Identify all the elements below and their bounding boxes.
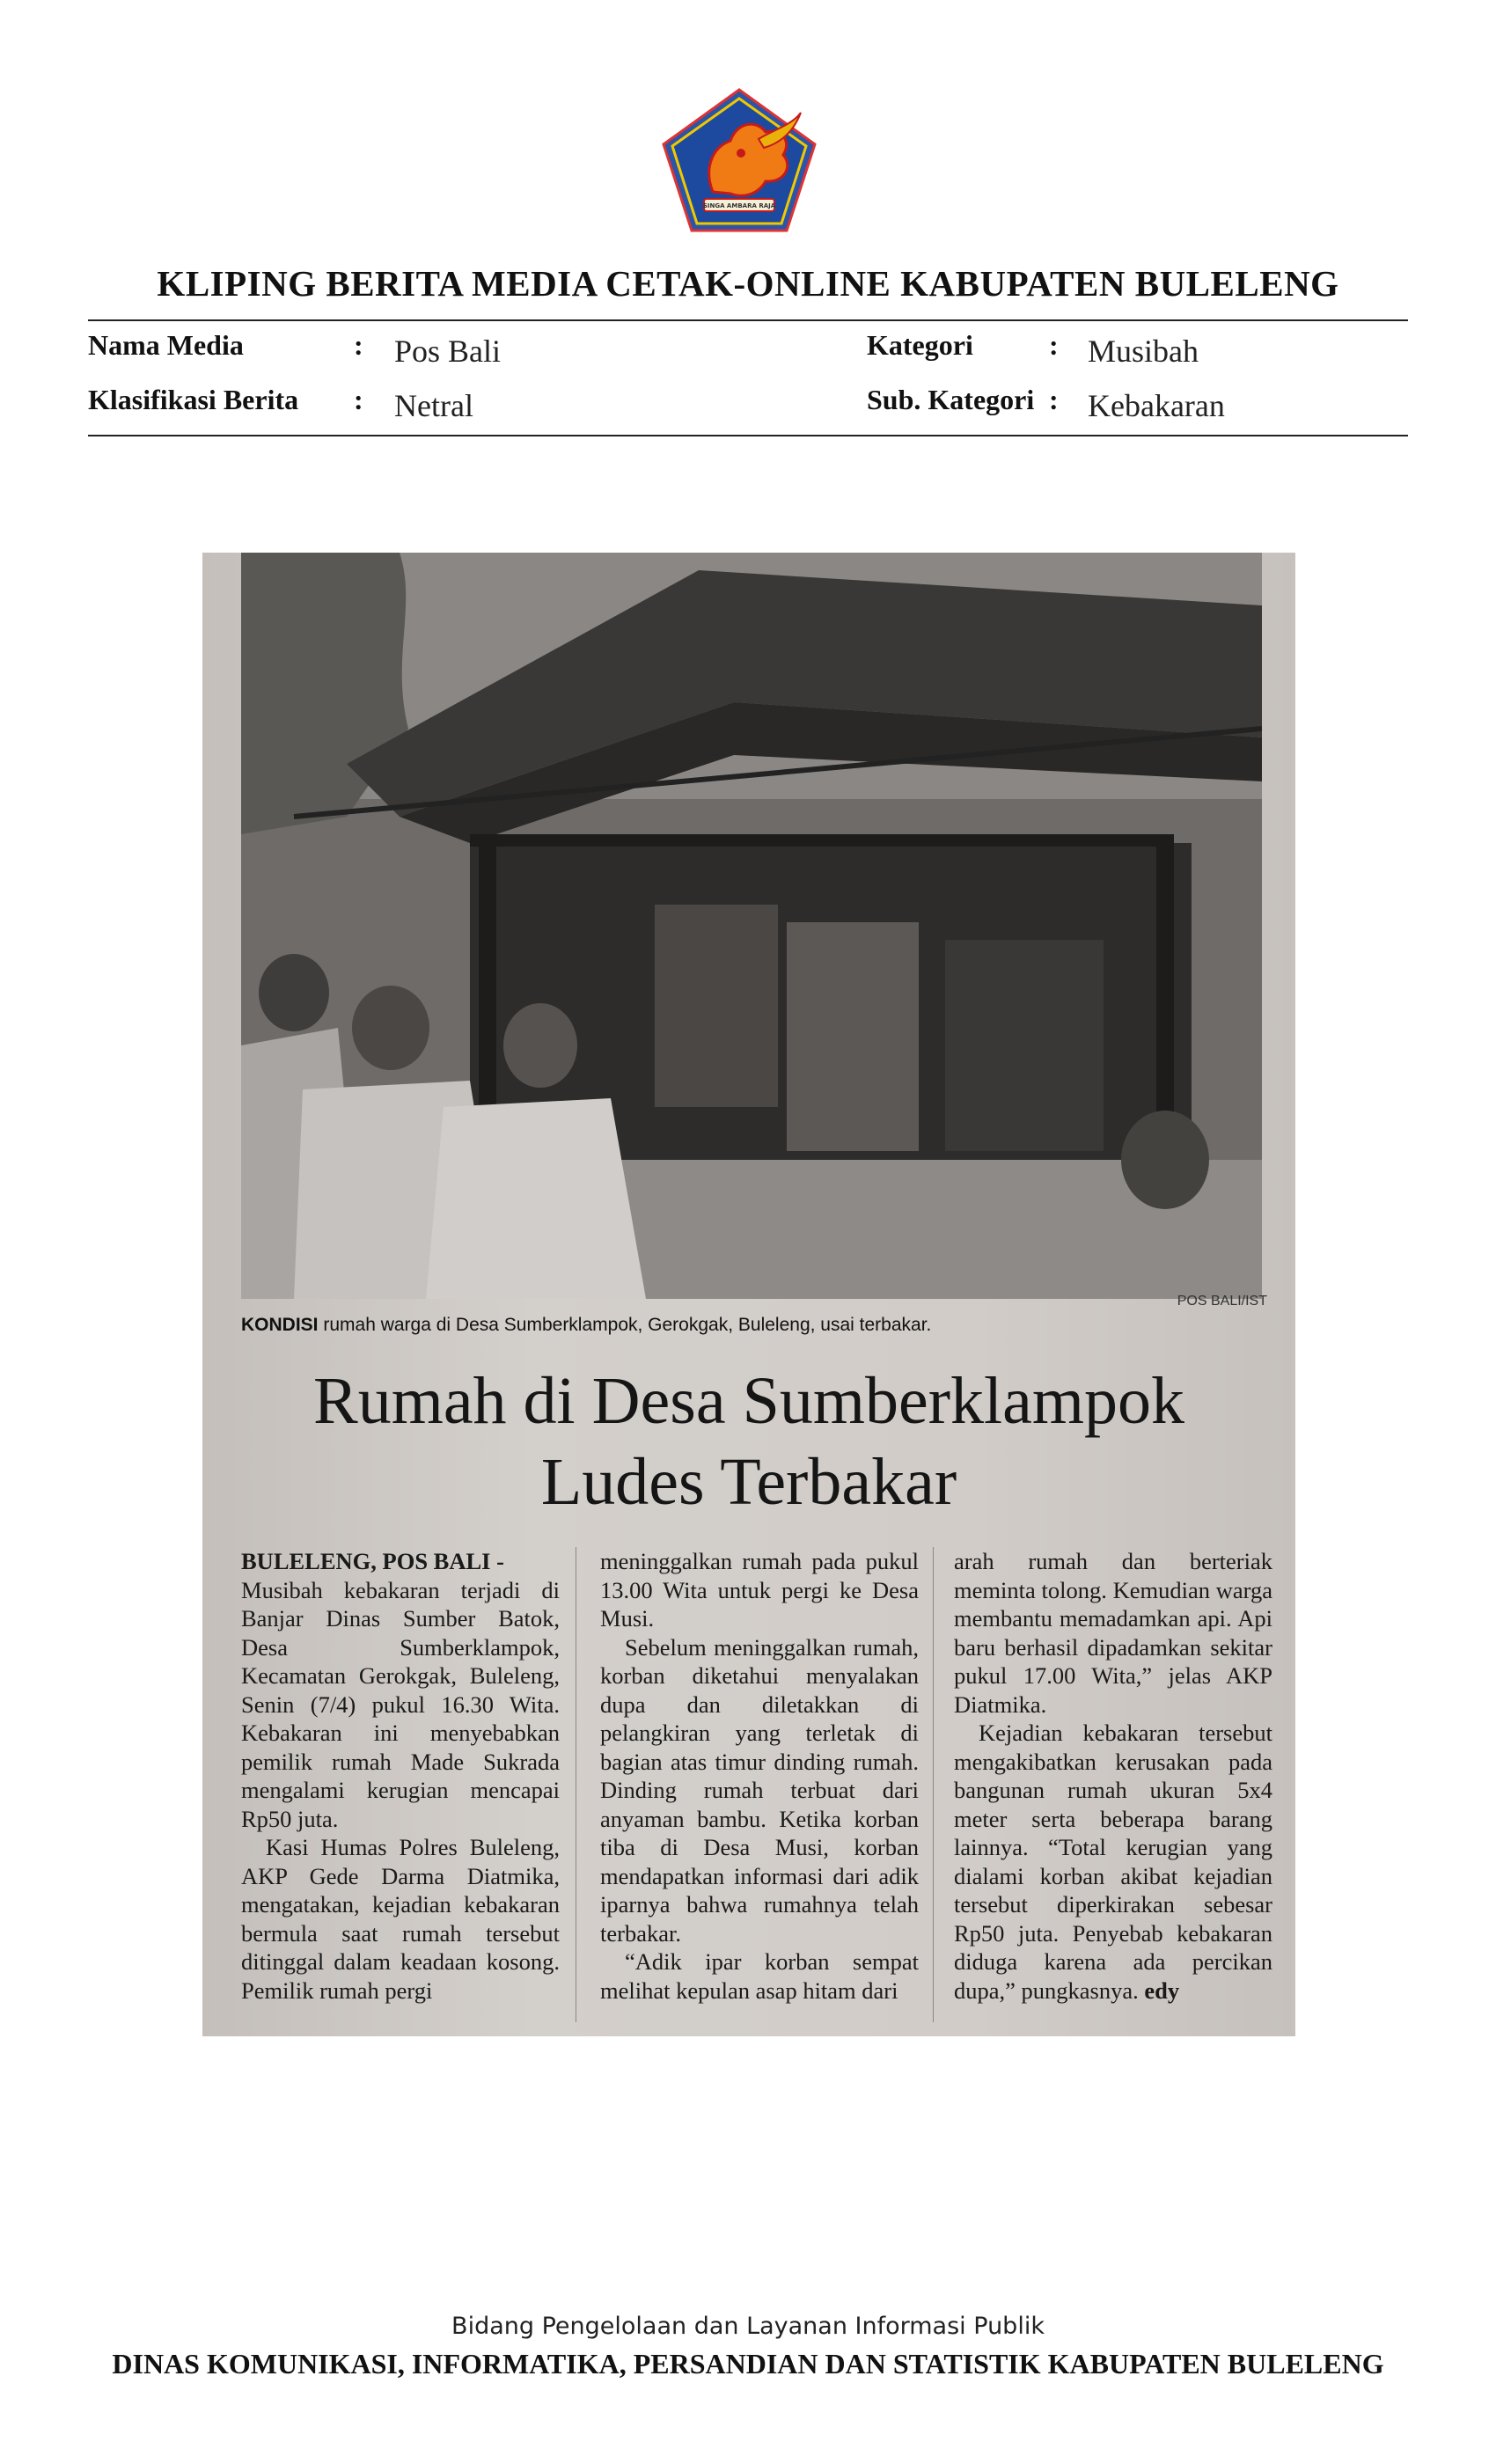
paragraph: Kejadian kebakaran tersebut mengakibatkan kerusakan pada bangunan rumah ukuran 5x4 meter serta beberapa barang lainnya. “Total kerugian yang dialami korban akibat kejadian tersebut diperkirakan sebesar Rp50 juta. Penyebab kebakaran diduga karena ada percikan dupa,” pungkasnya. edy [954, 1720, 1272, 2004]
kategori-value: Musibah [1088, 334, 1199, 369]
article-column-3 [954, 1547, 1272, 2005]
article-headline [202, 1360, 1295, 1522]
paragraph: Kasi Humas Polres Buleleng, AKP Gede Darma Diatmika, mengatakan, kejadian kebakaran bermula saat rumah tersebut ditinggal dalam keadaan kosong. Pemilik rumah pergi [241, 1834, 560, 2004]
klasifikasi-value: Netral [394, 388, 473, 423]
meta-divider [88, 435, 1408, 436]
colon: : [354, 384, 363, 415]
page-title: KLIPING BERITA MEDIA CETAK-ONLINE KABUPATEN BULELENG [157, 263, 1339, 304]
paragraph: “Adik ipar korban sempat melihat kepulan asap hitam dari [600, 1948, 919, 2004]
article-column-1 [241, 1547, 560, 2005]
colon: : [1049, 329, 1059, 361]
nama-media-value: Pos Bali [394, 334, 502, 369]
colon: : [1049, 384, 1059, 415]
headline-line-1: Rumah di Desa Sumberklampok [313, 1364, 1184, 1438]
photo-credit: POS BALI/IST [1177, 1294, 1267, 1309]
paragraph: Musibah kebakaran terjadi di Banjar Dinas Sumber Batok, Desa Sumberklampok, Kecamatan Gerokgak, Buleleng, Senin (7/4) pukul 16.30 Wita. Kebakaran ini menyebabkan pemilik rumah Made Sukrada mengalami kerugian mencapai Rp50 juta. [241, 1576, 560, 1832]
colon: : [354, 329, 363, 361]
sub-kategori-label: Sub. Kategori [867, 384, 1035, 415]
author-signature: edy [1144, 1976, 1180, 2004]
article-column-2 [600, 1547, 919, 2005]
regency-logo [660, 86, 818, 234]
column-divider [933, 1547, 934, 2022]
newspaper-clipping [202, 553, 1295, 2036]
klasifikasi-label: Klasifikasi Berita [88, 384, 299, 415]
kategori-label: Kategori [867, 329, 973, 361]
footer-agency: DINAS KOMUNIKASI, INFORMATIKA, PERSANDIAN DAN STATISTIK KABUPATEN BULELENG [112, 2348, 1384, 2380]
news-photo [241, 553, 1262, 1299]
photo-caption: KONDISI rumah warga di Desa Sumberklampok, Gerokgak, Buleleng, usai terbakar. [241, 1315, 932, 1335]
paragraph: Sebelum meninggalkan rumah, korban diketahui menyalakan dupa dan diletakkan di pelangkiran yang terletak di bagian atas timur dinding rumah. Dinding rumah terbuat dari anyaman bambu. Ketika korban tiba di Desa Musi, korban mendapatkan informasi dari adik iparnya bahwa rumahnya telah terbakar. [600, 1633, 919, 1947]
sub-kategori-value: Kebakaran [1088, 388, 1225, 423]
dateline: BULELENG, POS BALI - [241, 1548, 504, 1574]
paragraph: meninggalkan rumah pada pukul 13.00 Wita untuk pergi ke Desa Musi. [600, 1548, 919, 1632]
paragraph: arah rumah dan berteriak meminta tolong. Kemudian warga membantu memadamkan api. Api baru berhasil dipadamkan sekitar pukul 17.00 Wita,” jelas AKP Diatmika. [954, 1548, 1272, 1718]
footer-division: Bidang Pengelolaan dan Layanan Informasi Publik [451, 2313, 1045, 2340]
headline-line-2: Ludes Terbakar [540, 1445, 957, 1519]
header-divider [88, 319, 1408, 321]
svg-text:SINGA AMBARA RAJA: SINGA AMBARA RAJA [702, 202, 776, 209]
nama-media-label: Nama Media [88, 329, 244, 361]
